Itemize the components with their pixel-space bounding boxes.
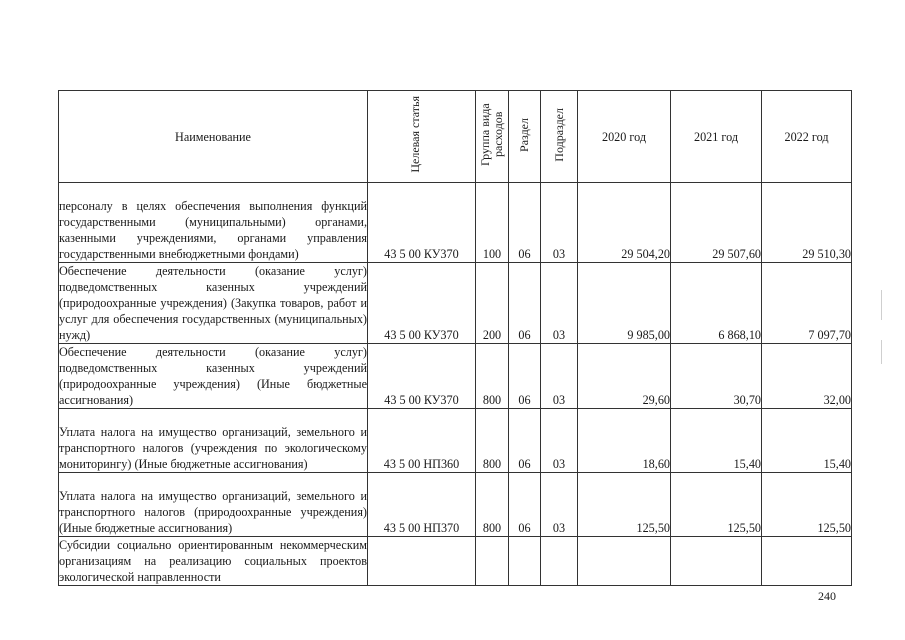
row-2021: 30,70 [671,344,762,409]
scan-edge-mark [881,290,882,320]
row-subsection: 03 [541,183,578,263]
row-subsection: 03 [541,344,578,409]
row-target-article: 43 5 00 НП370 [368,473,476,537]
row-2022: 15,40 [762,409,852,473]
row-subsection: 03 [541,409,578,473]
row-2020: 29,60 [578,344,671,409]
table-row [59,344,852,409]
table-row [59,263,852,344]
budget-table [58,90,852,586]
row-2021: 29 507,60 [671,183,762,263]
header-expense-group-label: Группа вида расходов [478,103,505,166]
row-2020: 9 985,00 [578,263,671,344]
page-number: 240 [818,589,836,603]
table-header-row [59,91,852,183]
row-section: 06 [509,473,541,537]
row-target-article: 43 5 00 КУ370 [368,344,476,409]
row-expense-group: 100 [476,183,509,263]
row-2021: 125,50 [671,473,762,537]
row-2021 [671,537,762,586]
row-section: 06 [509,263,541,344]
row-2020: 29 504,20 [578,183,671,263]
row-name: Обеспечение деятельности (оказание услуг) подведомственных казенных учреждений (природоохранные учреждения) (Иные бюджетные ассигнования) [59,345,367,407]
row-2022: 32,00 [762,344,852,409]
row-2022: 125,50 [762,473,852,537]
row-target-article: 43 5 00 НП360 [368,409,476,473]
table-row [59,537,852,586]
row-2022 [762,537,852,586]
header-subsection-label: Подраздел [551,107,566,162]
header-name: Наименование [59,91,368,183]
row-target-article [368,537,476,586]
row-section: 06 [509,183,541,263]
header-target-article [368,91,476,183]
row-2021: 6 868,10 [671,263,762,344]
header-subsection [541,91,578,183]
row-section: 06 [509,344,541,409]
header-2022: 2022 год [762,91,852,183]
row-expense-group: 800 [476,344,509,409]
row-name: Субсидии социально ориентированным некоммерческим организациям на реализацию социальных проектов экологической направленности [59,538,367,584]
header-target-article-label: Целевая статья [407,96,422,173]
header-section [509,91,541,183]
table-row [59,409,852,473]
row-target-article: 43 5 00 КУ370 [368,263,476,344]
row-subsection: 03 [541,473,578,537]
table-row [59,473,852,537]
row-name: Уплата налога на имущество организаций, земельного и транспортного налогов (учреждения по экологическому мониторингу) (Иные бюджетные ассигнования) [59,409,368,473]
header-expense-group [476,91,509,183]
header-section-label: Раздел [517,117,531,152]
scan-edge-mark [881,340,882,364]
row-name: Уплата налога на имущество организаций, земельного и транспортного налогов (природоохранные учреждения) (Иные бюджетные ассигнования) [59,473,368,537]
header-2021: 2021 год [671,91,762,183]
row-section [509,537,541,586]
row-name: Обеспечение деятельности (оказание услуг) подведомственных казенных учреждений (природоохранные учреждения) (Закупка товаров, работ и услуг для обеспечения государственных (муниципальных) нужд) [59,264,367,342]
row-section: 06 [509,409,541,473]
header-2020: 2020 год [578,91,671,183]
row-expense-group: 800 [476,409,509,473]
row-target-article: 43 5 00 КУ370 [368,183,476,263]
row-subsection: 03 [541,263,578,344]
row-2022: 7 097,70 [762,263,852,344]
table-row [59,183,852,263]
row-expense-group: 800 [476,473,509,537]
row-expense-group: 200 [476,263,509,344]
row-2020: 125,50 [578,473,671,537]
row-2022: 29 510,30 [762,183,852,263]
row-name: персоналу в целях обеспечения выполнения функций государственными (муниципальными) органами, казенными учреждениями, органами управления государственными внебюджетными фондами) [59,183,368,263]
row-2021: 15,40 [671,409,762,473]
row-2020: 18,60 [578,409,671,473]
row-2020 [578,537,671,586]
row-expense-group [476,537,509,586]
row-subsection [541,537,578,586]
